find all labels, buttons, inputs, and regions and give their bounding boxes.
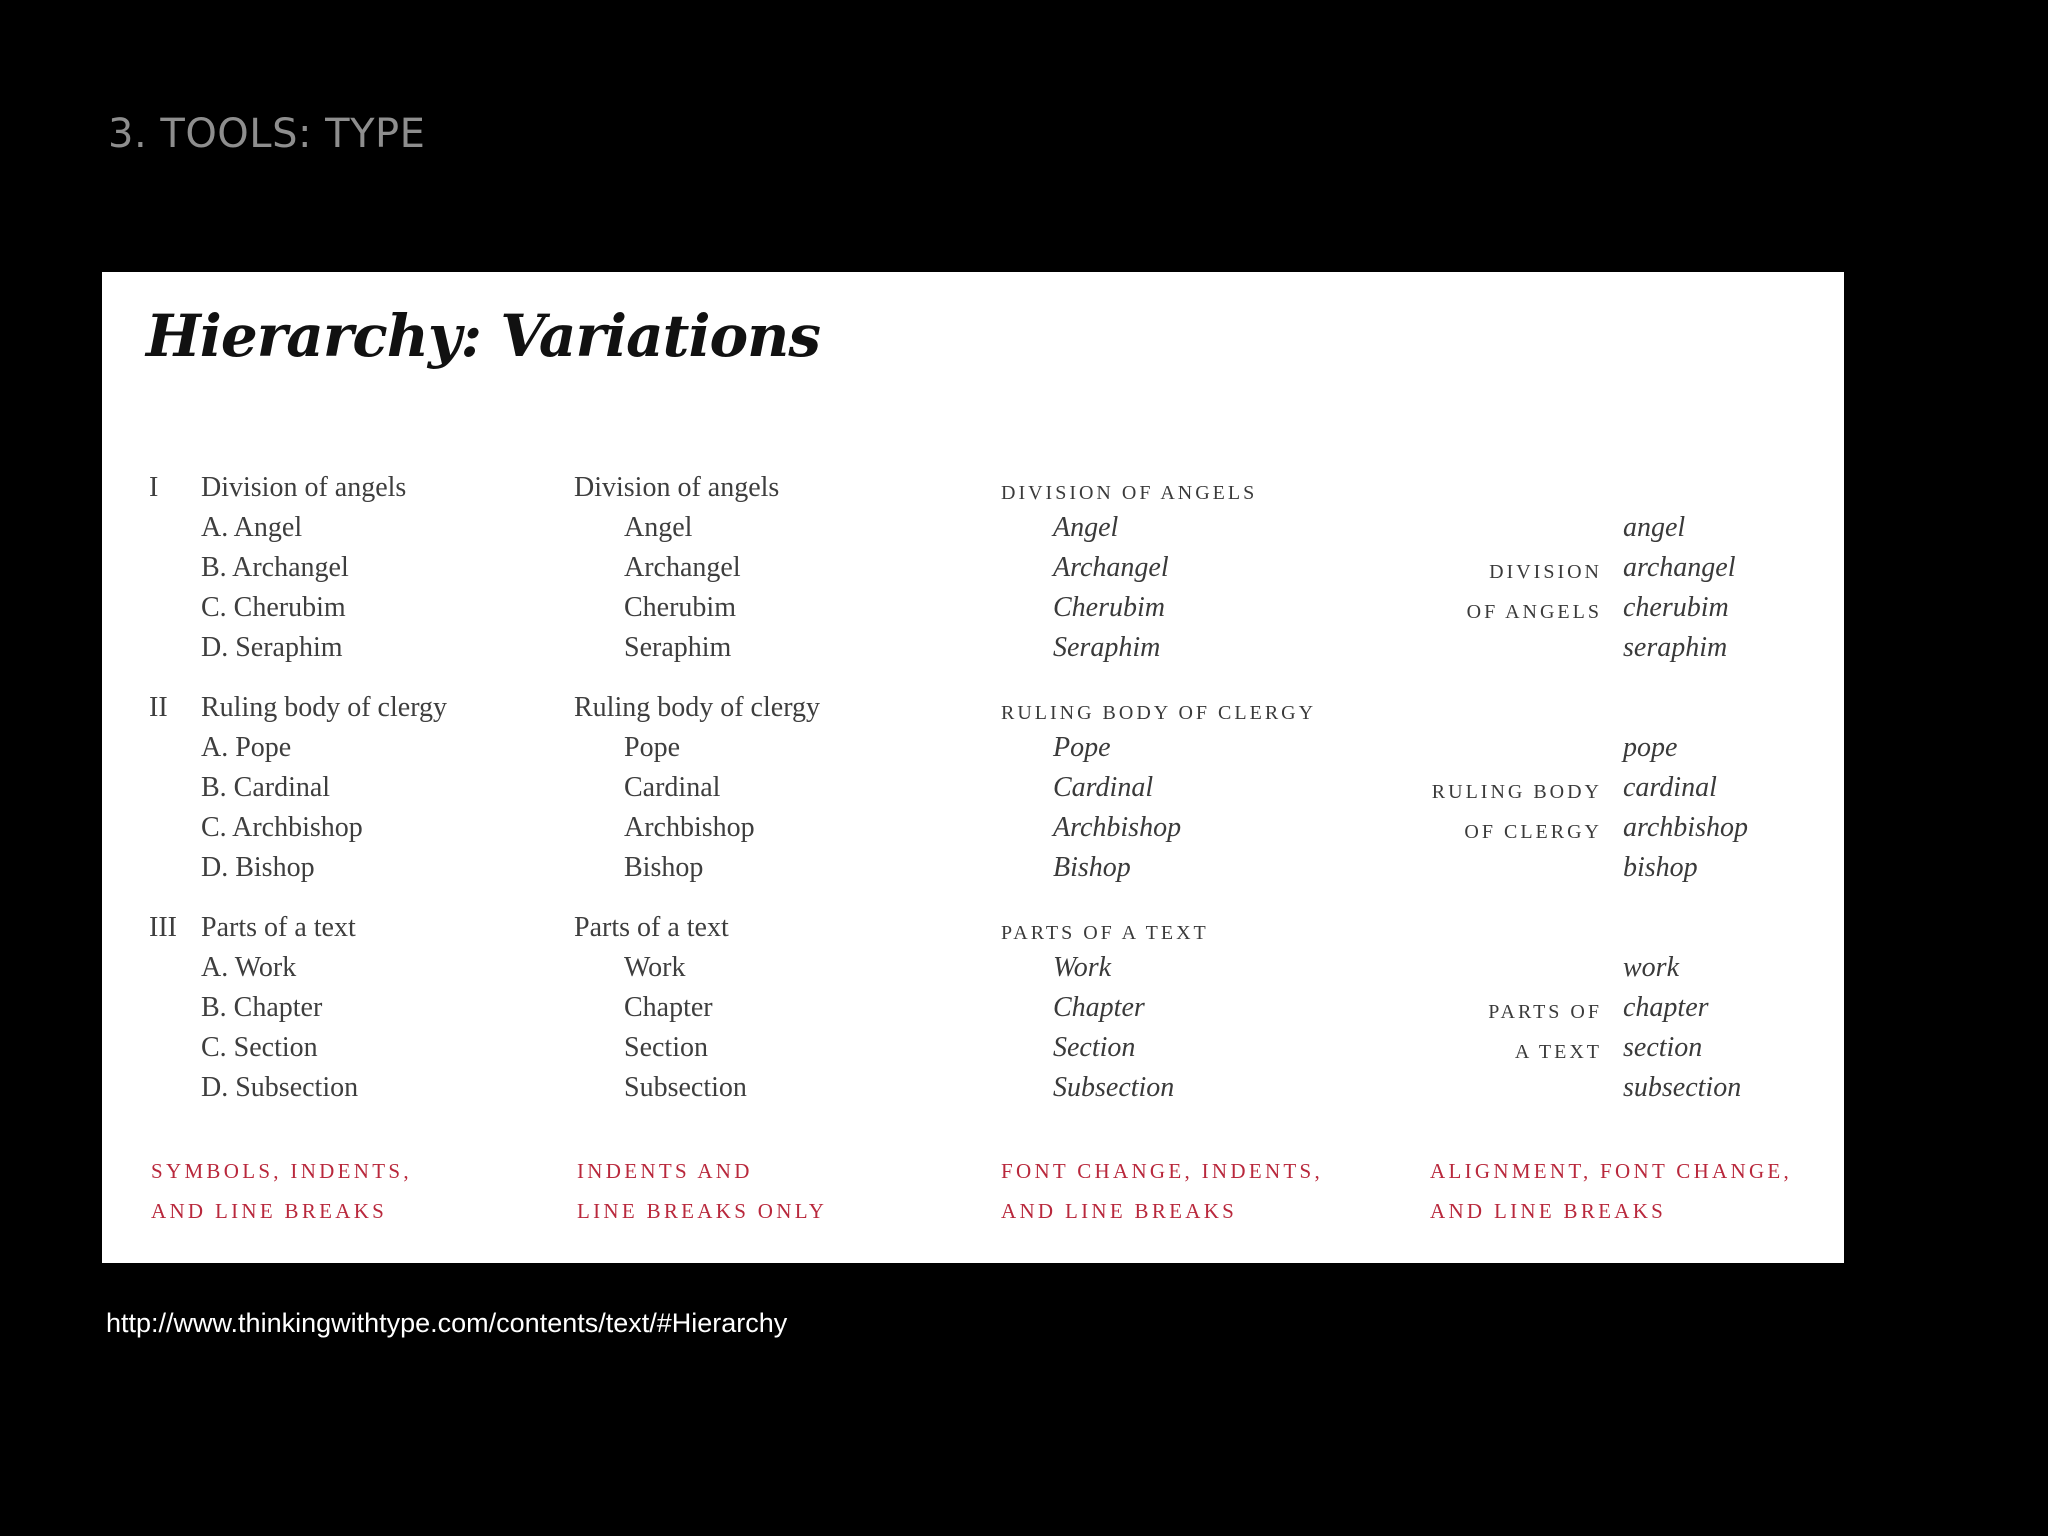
list-item: Chapter (624, 992, 713, 1023)
list-item: Work (1053, 952, 1112, 983)
list-item: work (1623, 952, 1679, 983)
slide-title: 3. TOOLS: TYPE (108, 111, 426, 157)
list-item: C. Archbishop (201, 812, 363, 843)
list-item: Cardinal (1053, 772, 1154, 803)
list-item: Archangel (624, 552, 741, 583)
group-title: Division of angels (201, 472, 407, 503)
list-item: Work (624, 952, 686, 983)
list-item: D. Subsection (201, 1072, 359, 1103)
group-title: DIVISION OF ANGELS (1001, 482, 1258, 504)
list-item: A. Work (201, 952, 297, 983)
caption-line: ALIGNMENT, FONT CHANGE, (1430, 1159, 1793, 1183)
list-item: Cherubim (1053, 592, 1165, 623)
group-title: Ruling body of clergy (574, 692, 821, 723)
list-item: section (1623, 1032, 1703, 1063)
list-item: Chapter (1053, 992, 1145, 1023)
list-item: Archangel (1053, 552, 1169, 583)
group-title: Ruling body of clergy (201, 692, 448, 723)
list-item: Pope (624, 732, 680, 763)
list-item: archbishop (1623, 812, 1748, 843)
list-item: Pope (1053, 732, 1111, 763)
list-item: cherubim (1623, 592, 1729, 623)
list-item: A. Angel (201, 512, 303, 543)
side-label: DIVISION (1489, 561, 1602, 583)
list-item: Subsection (1053, 1072, 1175, 1103)
group-title: PARTS OF A TEXT (1001, 922, 1209, 944)
list-item: Section (1053, 1032, 1136, 1063)
list-item: Bishop (1053, 852, 1131, 883)
list-item: subsection (1623, 1072, 1742, 1103)
list-item: Archbishop (624, 812, 755, 843)
list-item: D. Seraphim (201, 632, 343, 663)
list-item: C. Cherubim (201, 592, 346, 623)
roman-numeral: II (149, 692, 168, 723)
side-label: RULING BODY (1431, 781, 1602, 803)
caption-line: AND LINE BREAKS (1430, 1199, 1667, 1223)
list-item: pope (1623, 732, 1678, 763)
list-item: Seraphim (624, 632, 732, 663)
side-label: OF CLERGY (1464, 821, 1602, 843)
list-item: Bishop (624, 852, 704, 883)
roman-numeral: III (149, 912, 177, 943)
side-label: OF ANGELS (1466, 601, 1602, 623)
list-item: angel (1623, 512, 1686, 543)
side-label: PARTS OF (1488, 1001, 1602, 1023)
list-item: Archbishop (1053, 812, 1182, 843)
list-item: Angel (624, 512, 693, 543)
list-item: Section (624, 1032, 708, 1063)
list-item: C. Section (201, 1032, 318, 1063)
list-item: B. Archangel (201, 552, 349, 583)
caption-line: AND LINE BREAKS (1001, 1199, 1238, 1223)
list-item: B. Chapter (201, 992, 323, 1023)
list-item: Cardinal (624, 772, 721, 803)
caption-line: SYMBOLS, INDENTS, (151, 1159, 412, 1183)
list-item: cardinal (1623, 772, 1717, 803)
list-item: D. Bishop (201, 852, 315, 883)
group-title: RULING BODY OF CLERGY (1001, 702, 1317, 724)
list-item: bishop (1623, 852, 1698, 883)
list-item: chapter (1623, 992, 1709, 1023)
list-item: Angel (1053, 512, 1119, 543)
list-item: seraphim (1623, 632, 1728, 663)
caption-line: FONT CHANGE, INDENTS, (1001, 1159, 1324, 1183)
list-item: Subsection (624, 1072, 747, 1103)
source-url: http://www.thinkingwithtype.com/contents/text/#Hierarchy (106, 1308, 788, 1338)
list-item: B. Cardinal (201, 772, 331, 803)
hierarchy-figure (102, 272, 1844, 1263)
caption-line: LINE BREAKS ONLY (577, 1199, 828, 1223)
roman-numeral: I (149, 472, 159, 503)
caption-line: AND LINE BREAKS (151, 1199, 388, 1223)
group-title: Parts of a text (574, 912, 729, 943)
group-title: Division of angels (574, 472, 780, 503)
caption-line: INDENTS AND (577, 1159, 753, 1183)
list-item: Cherubim (624, 592, 736, 623)
side-label: A TEXT (1514, 1041, 1602, 1063)
list-item: archangel (1623, 552, 1736, 583)
list-item: Seraphim (1053, 632, 1161, 663)
list-item: A. Pope (201, 732, 292, 763)
group-title: Parts of a text (201, 912, 356, 943)
figure-heading: Hierarchy: Variations (146, 302, 820, 370)
